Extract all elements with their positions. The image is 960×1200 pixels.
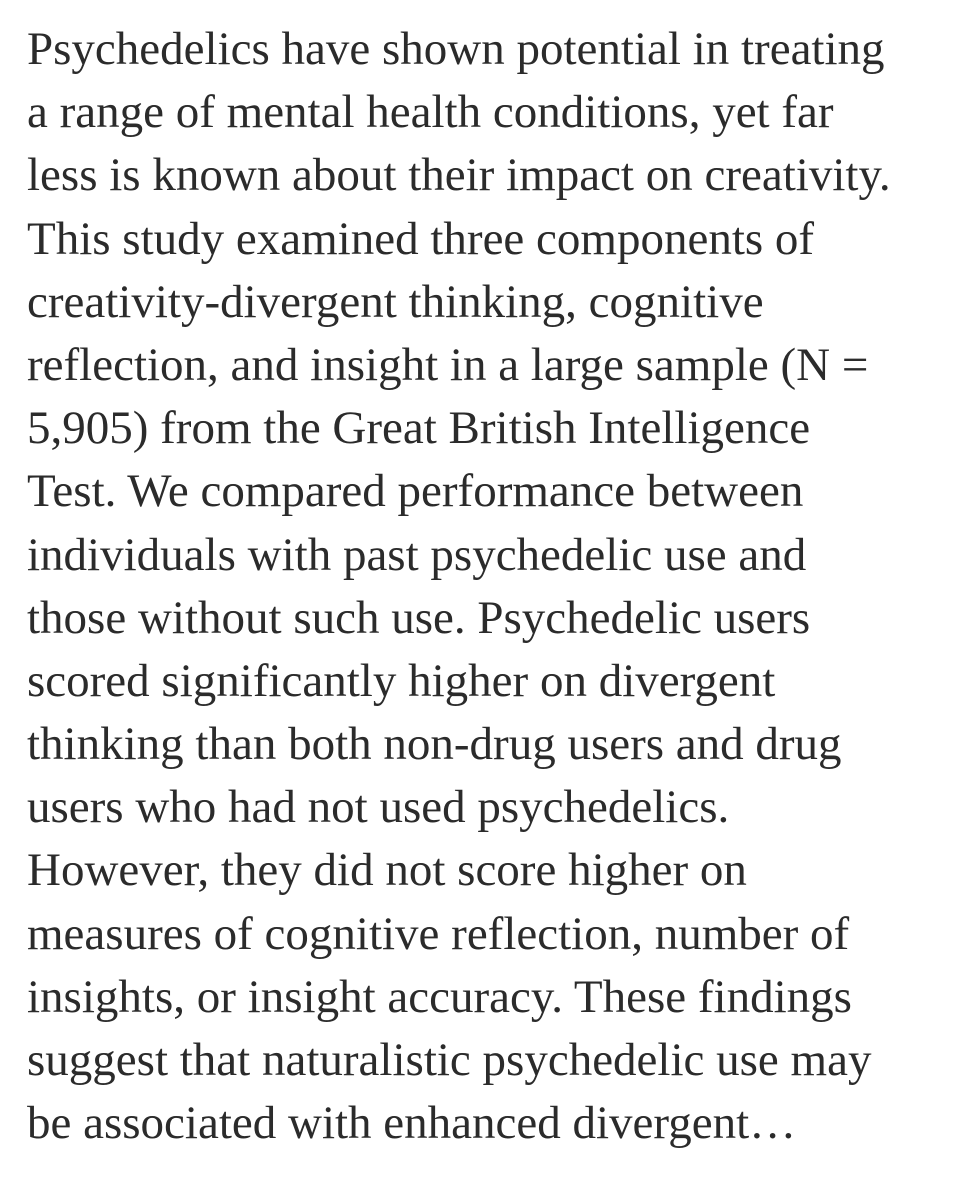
abstract-line: 5,905) from the Great British Intelligence xyxy=(27,402,811,455)
abstract-line: reflection, and insight in a large sample (N = xyxy=(27,338,869,391)
abstract-line: a range of mental health conditions, yet far xyxy=(27,86,834,139)
abstract-line: Psychedelics have shown potential in treating xyxy=(27,23,885,75)
abstract-text xyxy=(27,18,942,1155)
abstract-line: However, they did not score higher on xyxy=(27,844,747,897)
abstract-line: This study examined three components of xyxy=(27,212,815,265)
abstract-line: measures of cognitive reflection, number of xyxy=(27,907,850,960)
abstract-line: individuals with past psychedelic use and xyxy=(27,528,807,581)
abstract-line: suggest that naturalistic psychedelic use may xyxy=(27,1034,872,1086)
abstract-line: thinking than both non-drug users and drug xyxy=(27,718,842,771)
abstract-line: Test. We compared performance between xyxy=(27,465,804,518)
abstract-line: scored significantly higher on divergent xyxy=(27,654,776,707)
abstract-line: creativity-divergent thinking, cognitive xyxy=(27,275,764,328)
abstract-line: those without such use. Psychedelic users xyxy=(27,591,811,644)
abstract-line: insights, or insight accuracy. These findings xyxy=(27,970,852,1023)
abstract-line: users who had not used psychedelics. xyxy=(27,781,730,834)
abstract-line: less is known about their impact on creativity. xyxy=(27,149,891,202)
abstract-line: be associated with enhanced divergent… xyxy=(27,1097,797,1150)
